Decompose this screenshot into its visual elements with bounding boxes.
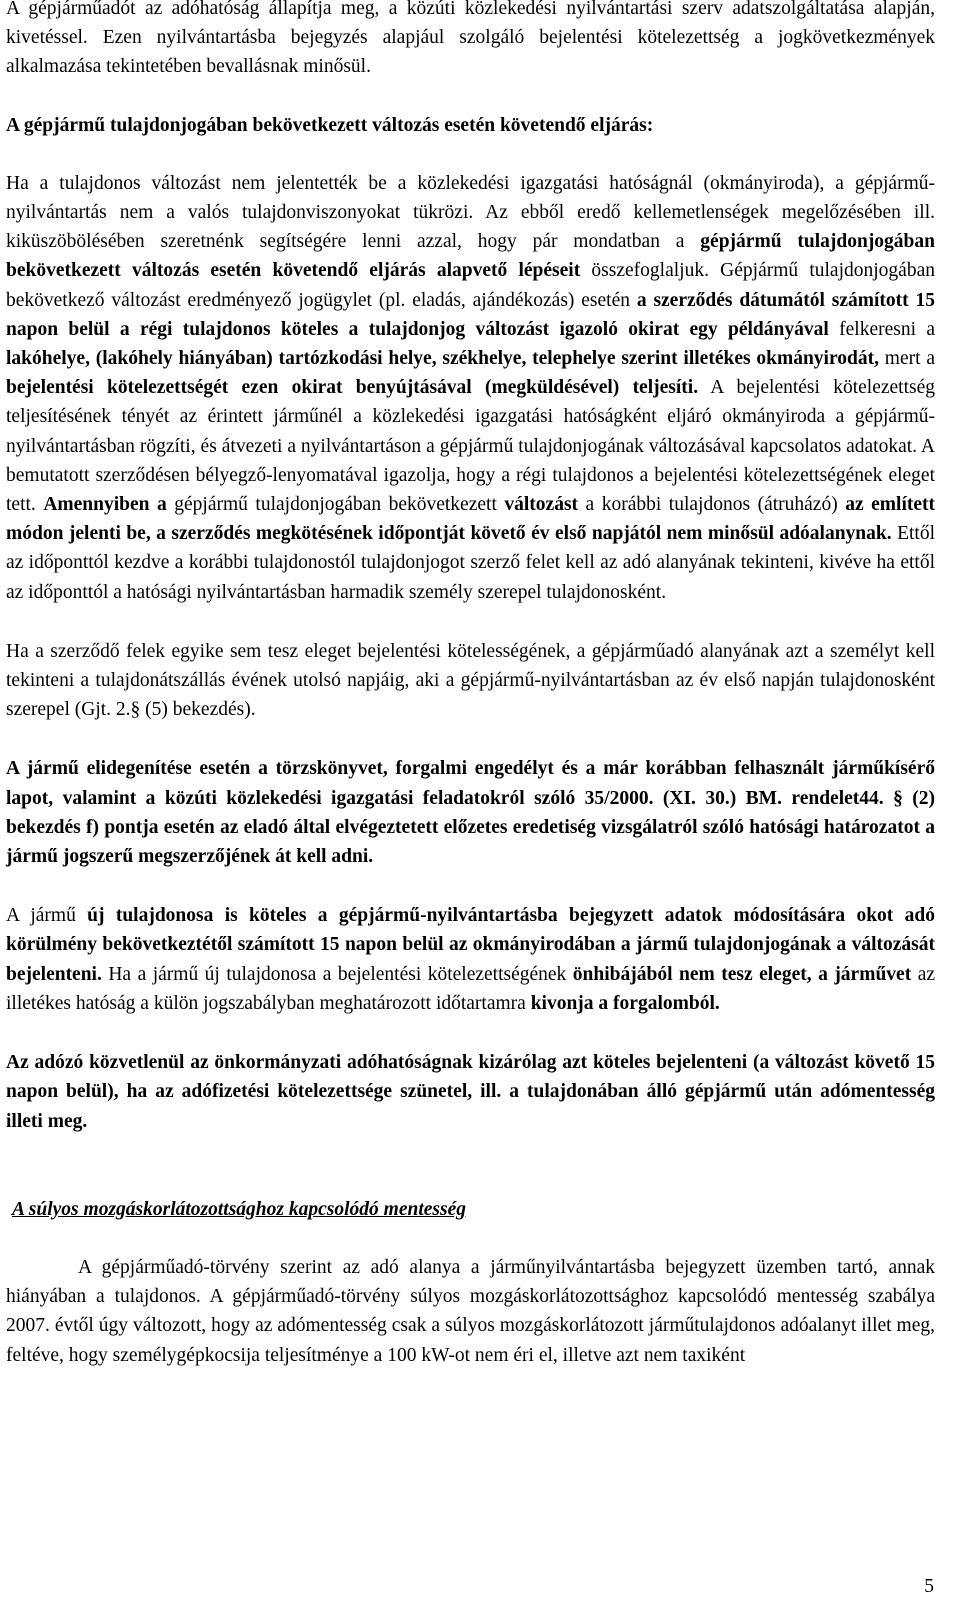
- spacer: [6, 607, 935, 637]
- paragraph-direct-notification: Az adózó közvetlenül az önkormányzati adóhatóságnak kizárólag azt köteles bejelenteni (a változást követő 15 napon belül), ha az adófizetési kötelezettsége szünetel, ill. a tulajdonában álló gépjármű után adómentesség illeti meg.: [6, 1052, 935, 1132]
- spacer: [6, 140, 935, 169]
- spacer: [6, 871, 935, 901]
- bold-run: bejelentési kötelezettségét ezen okirat benyújtásával (megküldésével) teljesíti.: [6, 377, 699, 399]
- text-run: Ha a jármű új tulajdonosa a bejelentési kötelezettségének: [101, 963, 573, 985]
- paragraph-vehicle-transfer-documents: A jármű elidegenítése esetén a törzskönyvet, forgalmi engedélyt és a már korábban felhasznált járműkísérő lapot, valamint a közúti közlekedési igazgatási feladatokról szóló 35/2000. (XI. 30.) BM. rendelet44. § (2) bekezdés f) pontja esetén az eladó által elvégeztetett előzetes eredetiség vizsgálatról szóló hatósági határozatot a jármű jogszerű megszerzőjének át kell adni.: [6, 758, 935, 868]
- spacer: [6, 1018, 935, 1048]
- text-run: A jármű: [6, 905, 88, 927]
- text-run: a korábbi tulajdonos (átruházó): [578, 494, 846, 516]
- bold-run: gépjármű tulajdonjogában bekövetkezett változás esetén követendő eljárás alapvető lépéseit: [6, 231, 935, 282]
- page-number: 5: [924, 1576, 934, 1597]
- bold-run: változást: [504, 494, 579, 516]
- section-heading-disability-exemption: A súlyos mozgáskorlátozottsághoz kapcsolódó mentesség: [12, 1198, 466, 1220]
- paragraph-new-owner-obligation: [6, 901, 935, 1018]
- spacer: [6, 724, 935, 754]
- paragraph-no-notification: Ha a szerződő felek egyike sem tesz eleget bejelentési kötelességének, a gépjárműadó alanyának azt a személyt kell tekinteni a tulajdonátszállás évének utolsó napjáig, aki a gépjármű-nyilvántartásban az év első napján tulajdonosként szerepel (Gjt. 2.§ (5) bekezdés).: [6, 640, 935, 721]
- section-heading-ownership-change: A gépjármű tulajdonjogában bekövetkezett változás esetén követendő eljárás:: [6, 114, 654, 136]
- spacer: [6, 82, 935, 111]
- bold-run: új tulajdonosa is köteles a gépjármű-nyilvántartásba bejegyzett adatok módosítására okot adó körülmény bekövetkeztétől számított 15 napon belül az okmányirodában a jármű tulajdonjogának a változását bejelenteni.: [6, 905, 935, 985]
- text-run: felkeresni a: [828, 318, 935, 340]
- bold-run: Amennyiben a: [43, 494, 167, 516]
- text-run: Ettől az időponttól kezdve a korábbi tulajdonostól tulajdonjogot szerző felet kell az adó alanyának tekinteni, kivéve ha ettől az időponttól a hatósági nyilvántartásban harmadik személy szerepel tulajdonosként.: [6, 523, 935, 603]
- paragraph-intro: A gépjárműadót az adóhatóság állapítja meg, a közúti közlekedési nyilvántartási szerv adatszolgáltatása alapján, kivetéssel. Ezen nyilvántartásba bejegyzés alapjául szolgáló bejelentési kötelezettség a jogkövetkezmények alkalmazása tekintetében bevallásnak minősül.: [6, 0, 935, 78]
- text-run: összefoglaljuk. Gépjármű tulajdonjogában bekövetkező változást eredményező jogügylet (pl. eladás, ajándékozás) esetén: [6, 260, 935, 311]
- spacer: [6, 1136, 935, 1195]
- bold-run: önhibájából nem tesz eleget, a járművet: [572, 963, 912, 985]
- paragraph-ownership-procedure: [6, 169, 935, 607]
- paragraph-disability-exemption: A gépjárműadó-törvény szerint az adó alanya a járműnyilvántartásba bejegyzett üzemben tartó, annak hiányában a tulajdonos. A gépjárműadó-törvény súlyos mozgáskorlátozottsághoz kapcsolódó mentesség szabálya 2007. évtől úgy változott, hogy az adómentesség csak a súlyos mozgáskorlátozott járműtulajdonos adóalanyt illet meg, feltéve, hogy személygépkocsija teljesítménye a 100 kW-ot nem éri el, illetve azt nem taxiként: [6, 1256, 935, 1366]
- text-run: az illetékes hatóság a külön jogszabályban meghatározott időtartamra: [6, 963, 935, 1014]
- bold-run: a szerződés dátumától számított 15 napon belül a régi tulajdonos köteles a tulajdonjog változást igazoló okirat egy példányával: [6, 289, 935, 340]
- bold-run: az említett módon jelenti be, a szerződés megkötésének időpontját követő év első napjától nem minősül adóalanynak.: [6, 494, 935, 545]
- document-body: [6, 0, 935, 1370]
- text-run: mert a: [879, 348, 935, 370]
- spacer: [6, 1224, 935, 1253]
- bold-run: lakóhelye, (lakóhely hiányában) tartózkodási helye, székhelye, telephelye szerint illetékes okmányirodát,: [6, 348, 879, 370]
- bold-run: kivonja a forgalomból.: [530, 992, 720, 1014]
- text-run: Ha a tulajdonos változást nem jelentették be a közlekedési igazgatási hatóságnál (okmányiroda), a gépjármű-nyilvántartás nem a valós tulajdonviszonyokat tükrözi. Az ebből eredő kellemetlenségek megelőzésében ill. kiküszöbölésében szeretnénk segítségére lenni azzal, hogy pár mondatban a: [6, 172, 935, 253]
- text-run: A bejelentési kötelezettség teljesítésének tényét az érintett járműnél a közlekedési igazgatási hatóságként eljáró okmányiroda a gépjármű-nyilvántartásban rögzíti, és átvezeti a nyilvántartáson a gépjármű tulajdonjogának változásával kapcsolatos adatokat. A bemutatott szerződésen bélyegző-lenyomatával igazolja, hogy a régi tulajdonos a bejelentési kötelezettségének eleget tett.: [6, 377, 935, 516]
- text-run: gépjármű tulajdonjogában bekövetkezett: [166, 494, 505, 516]
